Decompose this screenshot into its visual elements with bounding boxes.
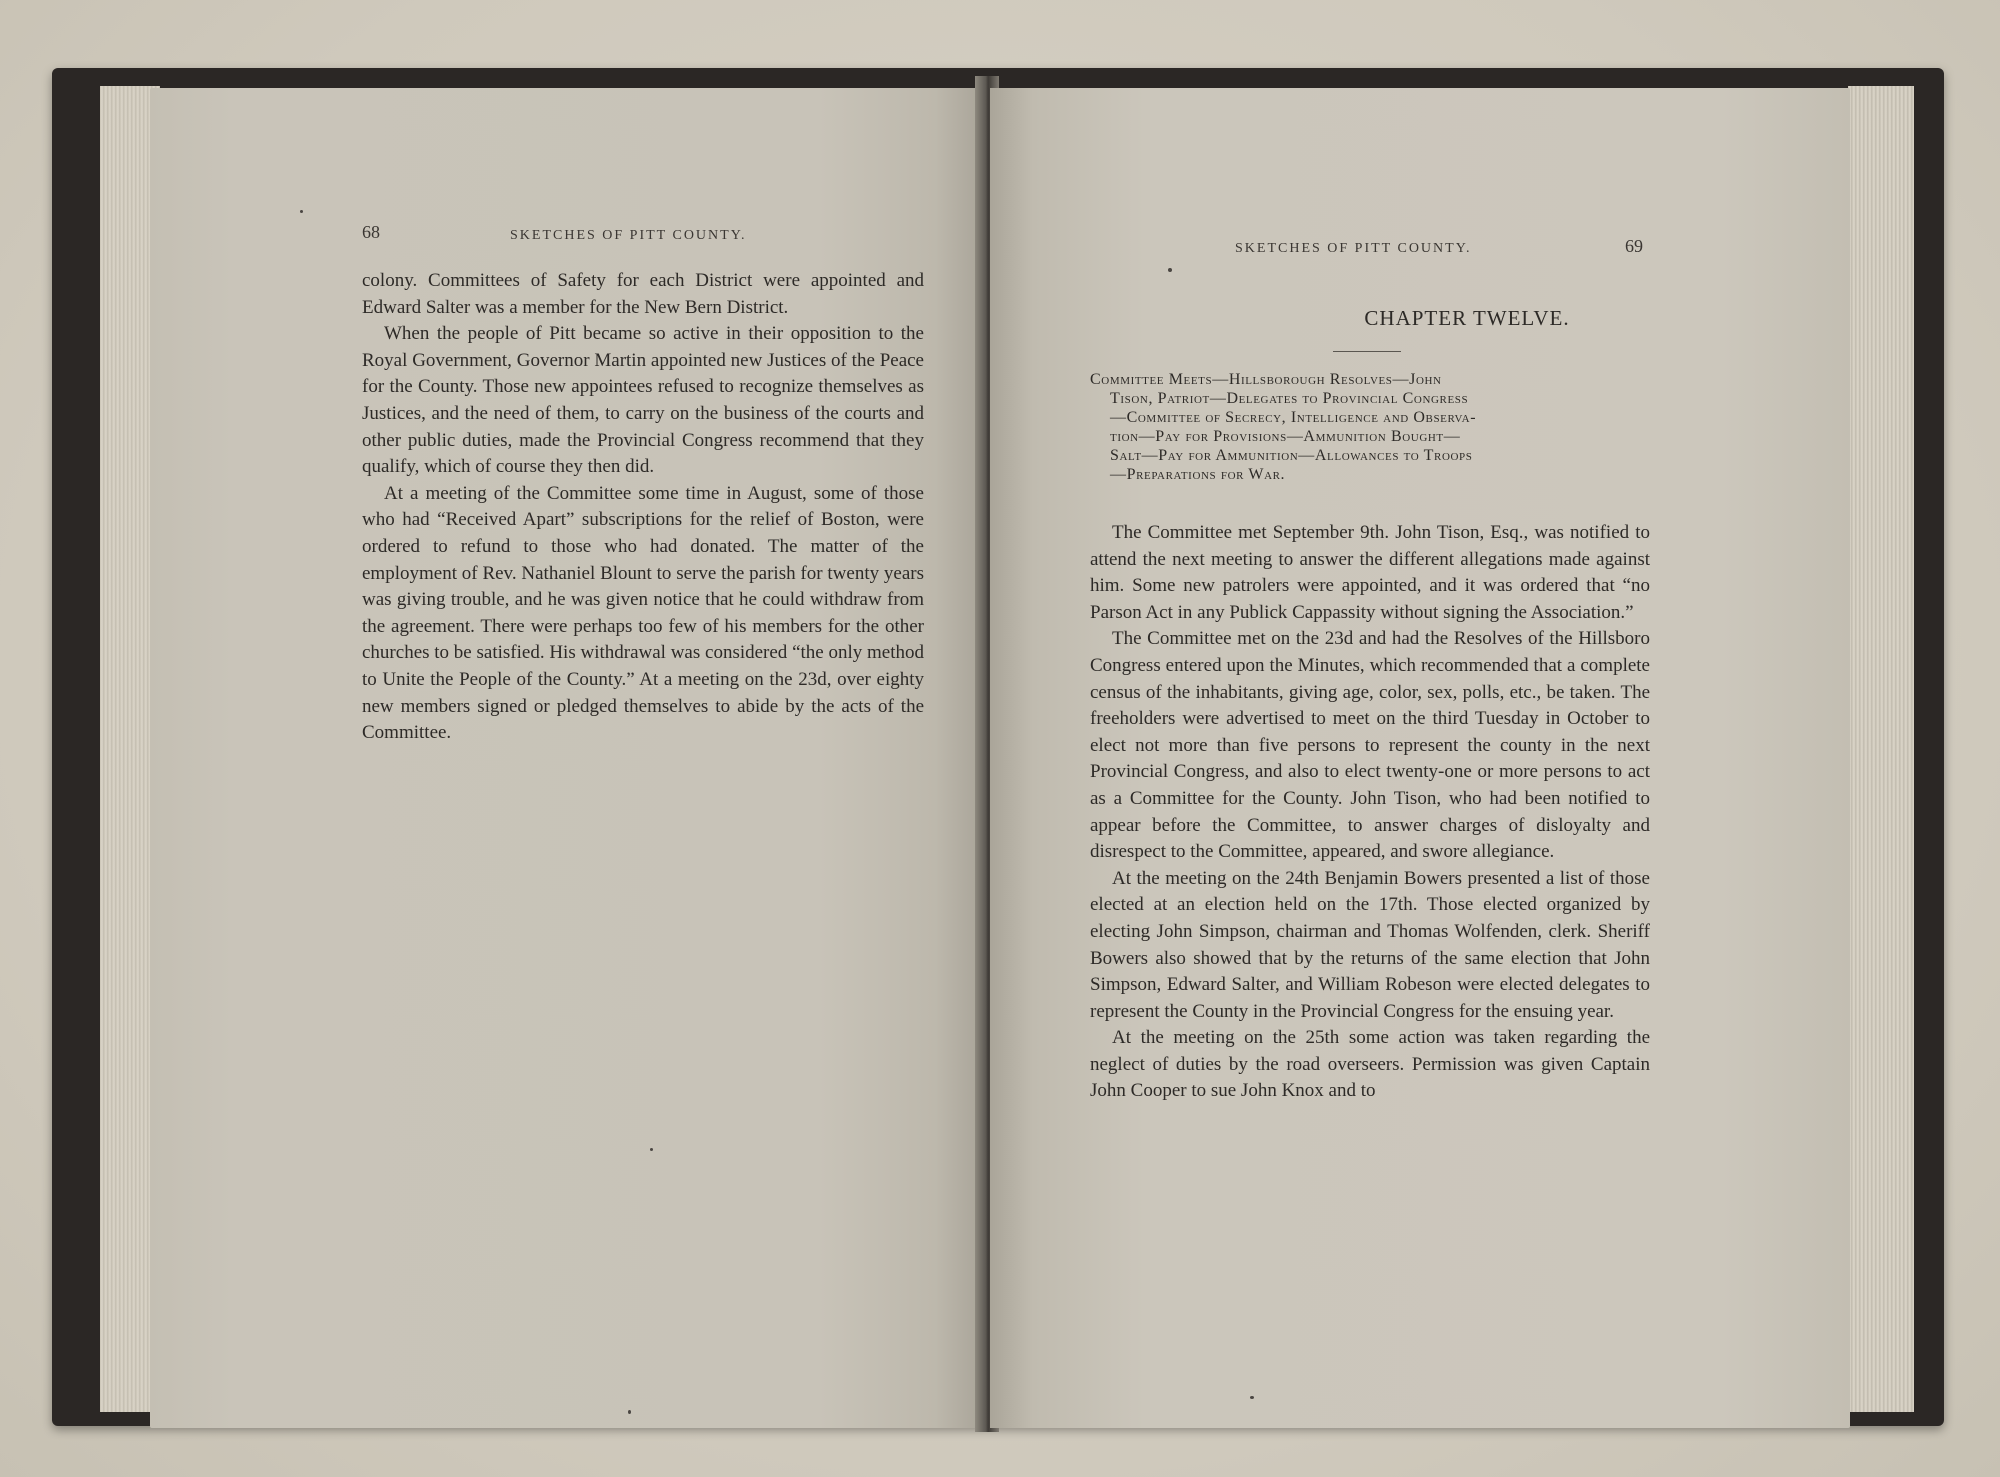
paragraph: The Committee met on the 23d and had the Resolves of the Hillsboro Congress entered upon the Minutes, which recommended that a complete census of the inhabitants, giving age, color, sex, polls, etc., be taken. The freeholders were advertised to meet on the third Tuesday in October to elect not more than five persons to represent the county in the next Provincial Congress, and also to elect twenty-one or more persons to act as a Committee for the County. John Tison, who had been notified to appear before the Committee, to answer charges of disloyalty and disrespect to the Committee, appeared, and swore allegiance. <box>1090 628 1650 863</box>
paper-speck <box>1250 1396 1254 1399</box>
left-page-body <box>362 268 924 747</box>
paragraph: At the meeting on the 24th Benjamin Bowers presented a list of those elected at an election held on the 17th. Those elected organized by electing John Simpson, chairman and Thomas Wolfenden, clerk. Sheriff Bowers also showed that by the returns of the same election that John Simpson, Edward Salter, and William Robeson were elected delegates to represent the County in the Provincial Congress for the ensuing year. <box>1090 867 1650 1022</box>
synopsis-line: Salt—Pay for Ammunition—Allowances to Troops <box>1110 447 1473 464</box>
left-page <box>150 88 985 1428</box>
paper-speck <box>650 1148 653 1151</box>
paragraph: The Committee met September 9th. John Tison, Esq., was notified to attend the next meeting to answer the different allegations made against him. Some new patrolers were appointed, and it was ordered that “no Parson Act in any Publick Cappassity without signing the Association.” <box>1090 522 1650 623</box>
synopsis-line: —Preparations for War. <box>1110 466 1286 483</box>
synopsis-line: tion—Pay for Provisions—Ammunition Bought— <box>1110 428 1461 445</box>
paragraph: At the meeting on the 25th some action was taken regarding the neglect of duties by the road overseers. Permission was given Captain John Cooper to sue John Knox and to <box>1090 1027 1650 1102</box>
right-page <box>990 88 1850 1428</box>
synopsis-line: Tison, Patriot—Delegates to Provincial Congress <box>1110 390 1469 407</box>
running-head-left: SKETCHES OF PITT COUNTY. <box>510 228 747 243</box>
chapter-title: CHAPTER TWELVE. <box>1364 306 1570 330</box>
paper-speck <box>300 210 303 213</box>
paragraph: colony. Committees of Safety for each District were appointed and Edward Salter was a member for the New Bern District. <box>362 270 924 318</box>
chapter-rule <box>1333 351 1401 352</box>
right-page-edges <box>1848 86 1914 1412</box>
right-page-body <box>1090 520 1650 1105</box>
running-head-right: SKETCHES OF PITT COUNTY. <box>1235 241 1472 256</box>
paragraph: When the people of Pitt became so active in their opposition to the Royal Government, Governor Martin appointed new Justices of the Peace for the County. Those new appointees refused to recognize themselves as Justices, and the need of them, to carry on the business of the courts and other public duties, made the Provincial Congress recommend that they qualify, which of course they then did. <box>362 323 924 478</box>
chapter-synopsis <box>1090 370 1648 484</box>
paper-speck <box>1168 268 1172 272</box>
synopsis-line: —Committee of Secrecy, Intelligence and Observa- <box>1110 409 1477 426</box>
paragraph: At a meeting of the Committee some time in August, some of those who had “Received Apart” subscriptions for the relief of Boston, were ordered to refund to those who had donated. The matter of the employment of Rev. Nathaniel Blount to serve the parish for twenty years was giving trouble, and he was given notice that he could withdraw from the agreement. There were perhaps too few of his members for the other churches to be satisfied. His withdrawal was considered “the only method to Unite the People of the County.” At a meeting on the 23d, over eighty new members signed or pledged themselves to abide by the acts of the Committee. <box>362 482 924 744</box>
synopsis-line: Committee Meets—Hillsborough Resolves—John <box>1090 371 1442 388</box>
page-number-right: 69 <box>1625 236 1643 256</box>
paper-speck <box>628 1410 631 1414</box>
page-number-left: 68 <box>362 222 380 242</box>
